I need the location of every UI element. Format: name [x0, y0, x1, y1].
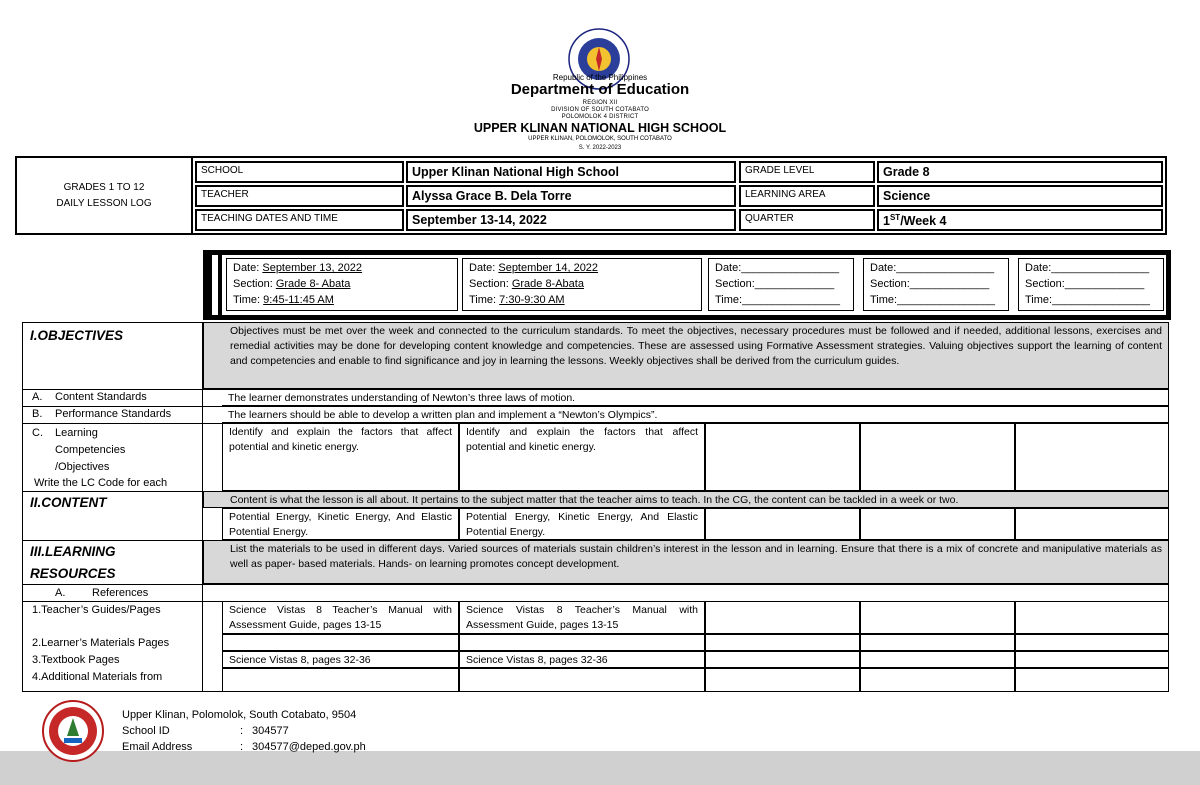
learners-materials-day-3 — [705, 634, 860, 651]
teacher-value: Alyssa Grace B. Dela Torre — [406, 185, 736, 207]
competencies-day-4 — [860, 423, 1015, 491]
teaching-dates-label: TEACHING DATES AND TIME — [195, 209, 404, 231]
grade-level-label: GRADE LEVEL — [739, 161, 875, 183]
section-value: Grade 8- Abata — [275, 278, 351, 290]
section-value: _____________ — [1064, 278, 1145, 290]
quarter-label: QUARTER — [739, 209, 875, 231]
teachers-guides-day-5 — [1015, 601, 1169, 634]
footer-email-separator: : — [240, 741, 244, 753]
competencies-label-line4: Write the LC Code for each — [34, 477, 168, 489]
additional-materials-day-3 — [705, 668, 860, 692]
day-5-header — [1018, 258, 1164, 311]
day-3-header — [708, 258, 854, 311]
section-value: _____________ — [909, 278, 990, 290]
divider — [218, 255, 222, 315]
date-label: Date: — [1025, 262, 1052, 274]
grade-level-value: Grade 8 — [877, 161, 1163, 183]
teachers-guides-day-4 — [860, 601, 1015, 634]
date-value: ________________ — [896, 262, 995, 274]
content-day-2: Potential Energy, Kinetic Energy, And Elastic Potential Energy. — [459, 508, 705, 540]
footer-school-id-value: 304577 — [252, 725, 289, 737]
divider — [208, 255, 212, 315]
division-label: DIVISION OF SOUTH COTABATO — [551, 107, 649, 113]
section-label: Section: — [469, 278, 512, 290]
quarter-number: 1 — [883, 214, 890, 229]
lesson-info-table — [15, 156, 1167, 235]
performance-standards-text: The learners should be able to develop a written plan and implement a “Newton’s Olympics”. — [222, 406, 1169, 423]
additional-materials-label: 4.Additional Materials from — [32, 671, 163, 683]
competencies-day-2: Identify and explain the factors that affect potential and kinetic energy. — [459, 423, 705, 491]
references-letter: A. — [55, 587, 66, 599]
date-value: ________________ — [741, 262, 840, 274]
competencies-day-3 — [705, 423, 860, 491]
region-label: REGION XII — [582, 100, 618, 106]
date-label: Date: — [715, 262, 742, 274]
teachers-guides-day-3 — [705, 601, 860, 634]
competencies-day-5 — [1015, 423, 1169, 491]
learners-materials-day-2 — [459, 634, 705, 651]
quarter-value — [877, 209, 1163, 231]
quarter-suffix: ST — [889, 213, 901, 222]
time-label: Time: — [715, 294, 743, 306]
learners-materials-day-1 — [222, 634, 459, 651]
textbook-pages-day-2: Science Vistas 8, pages 32-36 — [459, 651, 705, 668]
performance-standards-label: Performance Standards — [55, 408, 172, 420]
additional-materials-day-1 — [222, 668, 459, 692]
objectives-heading: I.OBJECTIVES — [30, 328, 124, 343]
resources-heading-line2: RESOURCES — [30, 566, 116, 581]
learning-area-value: Science — [877, 185, 1163, 207]
section-label: Section: — [1025, 278, 1065, 290]
teachers-guides-day-1: Science Vistas 8 Teacher’s Manual with Assessment Guide, pages 13-15 — [222, 601, 459, 634]
performance-standards-letter: B. — [32, 408, 43, 420]
time-value: 9:45-11:45 AM — [263, 294, 334, 306]
quarter-week: /Week 4 — [900, 214, 947, 229]
date-value: September 13, 2022 — [262, 262, 363, 274]
resources-description: List the materials to be used in different days. Varied sources of materials sustain children’s interest in the lesson and in learning. Ensure that there is a mix of concrete and manipulative materials as well as paper- based materials. Hands- on learning promotes concept development. — [203, 540, 1169, 584]
school-year: S. Y. 2022-2023 — [578, 145, 622, 151]
textbook-pages-day-4 — [860, 651, 1015, 668]
textbook-pages-day-3 — [705, 651, 860, 668]
additional-materials-day-2 — [459, 668, 705, 692]
teachers-guides-label: 1.Teacher’s Guides/Pages — [32, 604, 161, 616]
section-label: Section: — [715, 278, 755, 290]
content-standards-label: Content Standards — [55, 391, 147, 403]
footer-school-id-separator: : — [240, 725, 244, 737]
textbook-pages-day-5 — [1015, 651, 1169, 668]
date-label: Date: — [870, 262, 897, 274]
day-4-header — [863, 258, 1009, 311]
competencies-day-1: Identify and explain the factors that affect potential and kinetic energy. — [222, 423, 459, 491]
content-day-4 — [860, 508, 1015, 540]
divider — [22, 584, 1169, 585]
learners-materials-day-5 — [1015, 634, 1169, 651]
footer-email-label: Email Address — [122, 741, 193, 753]
additional-materials-day-5 — [1015, 668, 1169, 692]
school-label: SCHOOL — [195, 161, 404, 183]
footer-bar — [0, 751, 1200, 785]
time-value: ________________ — [897, 294, 995, 306]
date-value: ________________ — [1051, 262, 1150, 274]
dll-title-cell — [17, 158, 193, 233]
content-standards-letter: A. — [32, 391, 43, 403]
learning-area-label: LEARNING AREA — [739, 185, 875, 207]
section-label: Section: — [233, 278, 276, 290]
dll-title-line2: DAILY LESSON LOG — [56, 197, 152, 209]
time-label: Time: — [469, 294, 500, 306]
content-standards-text: The learner demonstrates understanding of Newton’s three laws of motion. — [222, 389, 1169, 406]
learners-materials-day-4 — [860, 634, 1015, 651]
day-2-header — [462, 258, 702, 311]
section-value: Grade 8-Abata — [511, 278, 584, 290]
time-label: Time: — [870, 294, 898, 306]
date-label: Date: — [233, 262, 263, 274]
school-value: Upper Klinan National High School — [406, 161, 736, 183]
resources-heading-line1: III.LEARNING — [30, 544, 116, 559]
teachers-guides-day-2: Science Vistas 8 Teacher’s Manual with Assessment Guide, pages 13-15 — [459, 601, 705, 634]
time-value: 7:30-9:30 AM — [499, 294, 565, 306]
republic-label: Republic of the Philippines — [552, 73, 648, 82]
date-label: Date: — [469, 262, 499, 274]
content-heading: II.CONTENT — [30, 495, 107, 510]
content-description: Content is what the lesson is all about. It pertains to the subject matter that the teacher aims to teach. In the CG, the content can be tackled in a week or two. — [203, 491, 1169, 508]
references-label: References — [92, 587, 149, 599]
district-label: POLOMOLOK 4 DISTRICT — [561, 114, 639, 120]
competencies-label-line1: Learning — [55, 427, 98, 439]
dll-title-line1: GRADES 1 TO 12 — [63, 181, 145, 193]
day-header-table — [203, 250, 1171, 320]
date-value: September 14, 2022 — [498, 262, 599, 274]
content-day-5 — [1015, 508, 1169, 540]
section-label: Section: — [870, 278, 910, 290]
school-logo — [42, 700, 104, 762]
teaching-dates-value: September 13-14, 2022 — [406, 209, 736, 231]
time-value: ________________ — [742, 294, 840, 306]
day-1-header — [226, 258, 458, 311]
section-value: _____________ — [754, 278, 835, 290]
objectives-description: Objectives must be met over the week and connected to the curriculum standards. To meet the objectives, necessary procedures must be followed and if needed, additional lessons, exercises and remedial activities may be done for developing content knowledge and competencies. These are assessed using Formative Assessment strategies. Valuing objectives support the learning of content and competencies and enable to find significance and joy in learning the lessons. Weekly objectives shall be derived from the curriculum guides. — [203, 322, 1169, 389]
footer-email-value: 304577@deped.gov.ph — [252, 741, 366, 753]
textbook-pages-label: 3.Textbook Pages — [32, 654, 120, 666]
time-value: ________________ — [1052, 294, 1150, 306]
competencies-letter: C. — [32, 427, 43, 439]
footer-address: Upper Klinan, Polomolok, South Cotabato, 9504 — [122, 709, 357, 721]
textbook-pages-day-1: Science Vistas 8, pages 32-36 — [222, 651, 459, 668]
competencies-label-line2: Competencies — [55, 444, 126, 456]
teacher-label: TEACHER — [195, 185, 404, 207]
additional-materials-day-4 — [860, 668, 1015, 692]
content-day-1: Potential Energy, Kinetic Energy, And Elastic Potential Energy. — [222, 508, 459, 540]
department-title: Department of Education — [510, 81, 690, 98]
time-label: Time: — [233, 294, 264, 306]
content-day-3 — [705, 508, 860, 540]
competencies-label-line3: /Objectives — [55, 461, 110, 473]
footer-school-id-label: School ID — [122, 725, 170, 737]
school-address: UPPER KLINAN, POLOMOLOK, SOUTH COTABATO — [528, 136, 672, 142]
learners-materials-label: 2.Learner’s Materials Pages — [32, 637, 170, 649]
time-label: Time: — [1025, 294, 1053, 306]
school-name: UPPER KLINAN NATIONAL HIGH SCHOOL — [473, 121, 727, 135]
